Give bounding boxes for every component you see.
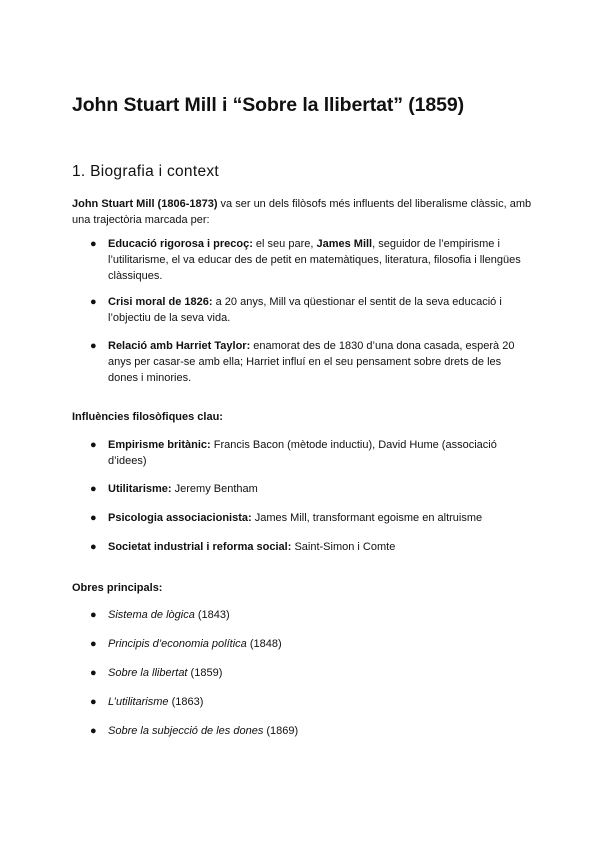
bullet-icon: ● [90, 439, 97, 451]
bullet-icon: ● [90, 638, 97, 650]
intro-bold: John Stuart Mill (1806-1873) [72, 198, 218, 210]
bullet-icon: ● [90, 512, 97, 524]
bold-span: Psicologia associacionista: [108, 512, 252, 524]
text-span: (1848) [246, 638, 282, 650]
list-item-text [108, 294, 532, 326]
bullet-icon: ● [90, 667, 97, 679]
works-heading: Obres principals: [72, 582, 163, 594]
list-item [72, 694, 532, 710]
list-item [72, 338, 532, 386]
list-item-text [108, 539, 532, 555]
list-item-text [108, 636, 532, 652]
italic-title: Sobre la subjecció de les dones [108, 725, 264, 737]
italic-title: Sobre la llibertat [108, 667, 188, 679]
text-span: Francis Bacon (mètode inductiu), David Hume (associació d’idees) [108, 439, 497, 467]
bold-span: Empirisme britànic: [108, 439, 211, 451]
list-item-text [108, 338, 532, 386]
bold-span: Utilitarisme: [108, 483, 172, 495]
list-item [72, 665, 532, 681]
list-item-text [108, 665, 532, 681]
bullet-icon: ● [90, 340, 97, 352]
text-span: el seu pare, [252, 238, 317, 250]
list-item-text [108, 481, 532, 497]
list-item-text [108, 694, 532, 710]
italic-title: Principis d’economia política [108, 638, 247, 650]
bullet-icon: ● [90, 541, 97, 553]
intro-paragraph [72, 196, 532, 228]
bullet-icon: ● [90, 483, 97, 495]
list-item [72, 236, 532, 284]
text-span: (1843) [194, 609, 230, 621]
list-item [72, 636, 532, 652]
bold-span: James Mill [316, 238, 373, 250]
bold-span: Relació amb Harriet Taylor: [108, 340, 251, 352]
list-item [72, 294, 532, 326]
italic-title: L’utilitarisme [108, 696, 169, 708]
text-span: James Mill, transformant egoisme en altruisme [251, 512, 483, 524]
bullet-icon: ● [90, 696, 97, 708]
list-item [72, 607, 532, 623]
bullet-icon: ● [90, 609, 97, 621]
influences-heading: Influències filosòfiques clau: [72, 411, 223, 423]
section-heading-biografia: 1. Biografia i context [72, 163, 220, 180]
text-span: enamorat des de 1830 d’una dona casada, esperà 20 anys per casar-se amb ella; Harriet influí en el seu pensament sobre drets de les dones i minories. [108, 340, 515, 384]
list-item [72, 510, 532, 526]
text-span: a 20 anys, Mill va qüestionar el sentit de la seva educació i l’objectiu de la seva vida. [108, 296, 502, 324]
text-span: , seguidor de l’empirisme i l’utilitarisme, el va educar des de petit en matemàtiques, literatura, filosofia i llengües clàssiques. [108, 238, 521, 282]
bold-span: Educació rigorosa i precoç: [108, 238, 253, 250]
text-span: Jeremy Bentham [171, 483, 258, 495]
text-span: Saint-Simon i Comte [291, 541, 396, 553]
list-item-text [108, 723, 532, 739]
bullet-icon: ● [90, 238, 97, 250]
list-item [72, 539, 532, 555]
text-span: (1863) [168, 696, 204, 708]
text-span: (1859) [187, 667, 223, 679]
list-item [72, 723, 532, 739]
intro-rest: va ser un dels filòsofs més influents del liberalisme clàssic, amb una trajectòria marcada per: [72, 198, 532, 226]
bullet-icon: ● [90, 725, 97, 737]
list-item-text [108, 437, 532, 469]
bold-span: Societat industrial i reforma social: [108, 541, 292, 553]
document-title: John Stuart Mill i “Sobre la llibertat” (1859) [72, 94, 464, 116]
list-item [72, 481, 532, 497]
list-item-text [108, 510, 532, 526]
italic-title: Sistema de lògica [108, 609, 195, 621]
bold-span: Crisi moral de 1826: [108, 296, 213, 308]
list-item-text [108, 607, 532, 623]
bullet-icon: ● [90, 296, 97, 308]
list-item-text [108, 236, 532, 284]
list-item [72, 437, 532, 469]
text-span: (1869) [263, 725, 299, 737]
